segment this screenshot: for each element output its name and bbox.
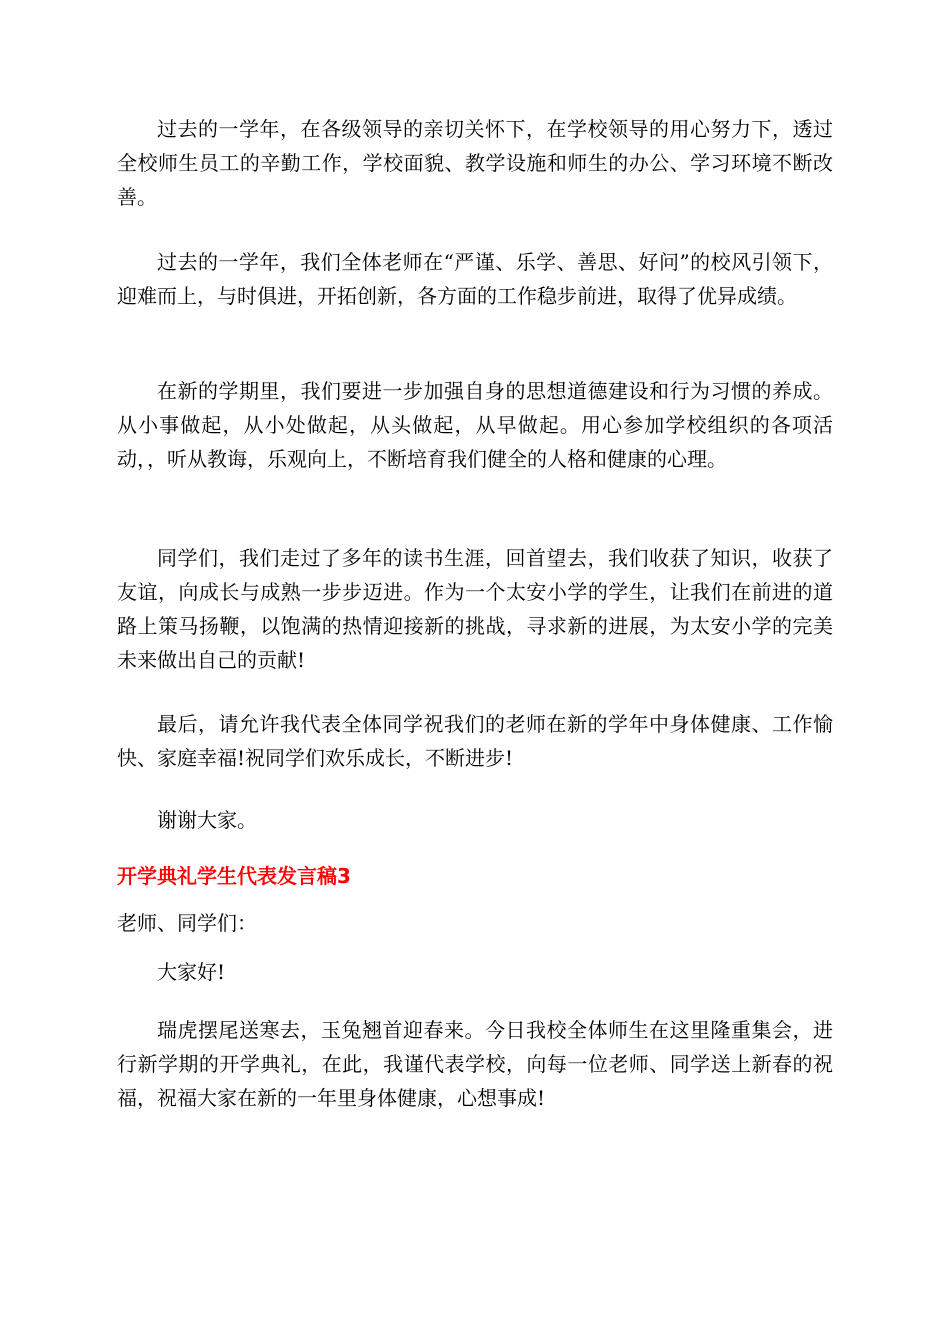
paragraph-4: 同学们，我们走过了多年的读书生涯，回首望去，我们收获了知识，收获了友谊，向成长与成熟一步步迈进。作为一个太安小学的学生，让我们在前进的道路上策马扬鞭，以饱满的热情迎接新的挑战，寻求新的进展，为太安小学的完美未来做出自己的贡献! [117,546,833,672]
paragraph-2: 过去的一学年，我们全体老师在“严谨、乐学、善思、好问”的校风引领下，迎难而上，与时俱进，开拓创新，各方面的工作稳步前进，取得了优异成绩。 [117,250,833,308]
section-heading: 开学典礼学生代表发言稿3 [117,864,351,888]
paragraph-1: 过去的一学年，在各级领导的亲切关怀下，在学校领导的用心努力下，透过全校师生员工的辛勤工作，学校面貌、教学设施和师生的办公、学习环境不断改善。 [117,117,833,209]
section-body: 瑞虎摆尾送寒去，玉兔翘首迎春来。今日我校全体师生在这里隆重集会，进行新学期的开学典礼，在此，我谨代表学校，向每一位老师、同学送上新春的祝福，祝福大家在新的一年里身体健康，心想事成! [117,1018,833,1110]
salutation: 老师、同学们： [117,911,257,935]
paragraph-5: 最后，请允许我代表全体同学祝我们的老师在新的学年中身体健康、工作愉快、家庭幸福!祝同学们欢乐成长，不断进步! [117,712,833,770]
greeting: 大家好! [157,960,226,984]
paragraph-3: 在新的学期里，我们要进一步加强自身的思想道德建设和行为习惯的养成。从小事做起，从小处做起，从头做起，从早做起。用心参加学校组织的各项活动，，听从教诲，乐观向上，不断培育我们健全的人格和健康的心理。 [117,379,833,471]
closing-line: 谢谢大家。 [157,808,257,832]
